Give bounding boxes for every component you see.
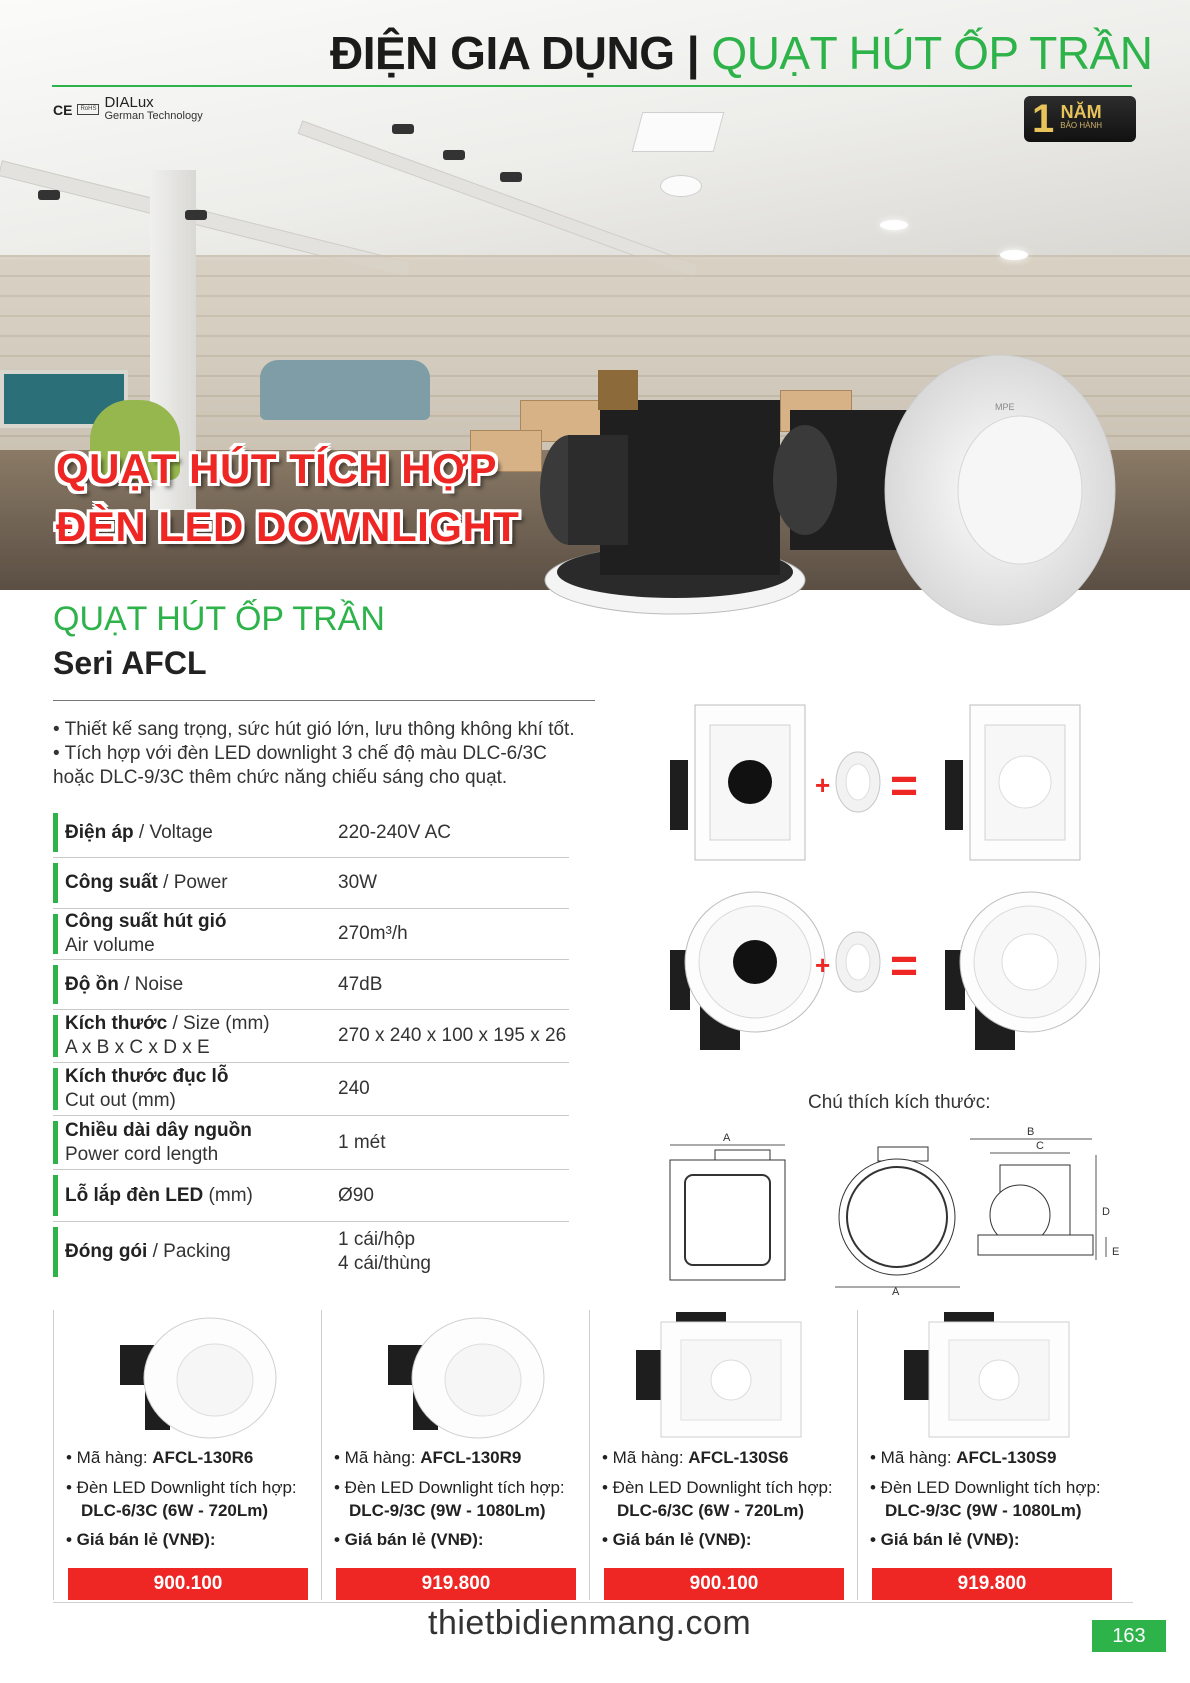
header-separator: |: [686, 27, 700, 79]
spec-label-vi: Độ ồn: [65, 973, 119, 995]
spec-label-vi: Kích thước đục lỗ: [65, 1066, 229, 1087]
spec-value: 240: [338, 1078, 370, 1099]
fan-duct: [636, 1350, 661, 1400]
description-line: • Thiết kế sang trọng, sức hút gió lớn, lưu thông không khí tốt.: [53, 719, 575, 740]
dialux-name: DIALux: [104, 94, 154, 111]
spec-label-vi: Công suất hút gió: [65, 911, 227, 932]
product-card: [53, 1310, 322, 1600]
product-led-label: • Đèn LED Downlight tích hợp:: [870, 1478, 1101, 1497]
fan-motor: [598, 370, 638, 410]
spec-label-en: / Packing: [147, 1241, 231, 1262]
product-led-spec: DLC-9/3C (9W - 1080Lm): [885, 1501, 1082, 1520]
product-image-square: [626, 1310, 826, 1440]
warranty-text: [1060, 102, 1103, 133]
spec-row: [53, 1010, 569, 1063]
square-fan-combo-diagram: [660, 700, 1100, 880]
product-price: 900.100: [68, 1568, 308, 1600]
plus-icon: +: [815, 950, 831, 980]
spec-table: [53, 808, 569, 1282]
spec-label-vi: Lỗ lắp đèn LED: [65, 1184, 204, 1206]
spec-row-accent: [53, 863, 58, 903]
installed-led: [1002, 934, 1058, 990]
ce-mark-icon: CE: [53, 101, 73, 118]
product-image-square: [894, 1310, 1094, 1440]
spec-row: [53, 1063, 569, 1116]
warranty-sub: BẢO HÀNH: [1060, 121, 1103, 130]
spec-label-vi: Chiều dài dây nguồn: [65, 1119, 252, 1141]
spec-row-accent: [53, 1227, 58, 1277]
spec-label: [53, 1119, 338, 1167]
dim-label-e: E: [1112, 1246, 1120, 1258]
dialux-tagline: German Technology: [104, 110, 203, 122]
product-price: 900.100: [604, 1568, 844, 1600]
footer-website: thietbidienmang.com: [428, 1604, 752, 1642]
fan-product-render: [540, 340, 1160, 670]
track-spot-icon: [392, 124, 414, 134]
spec-label: [53, 973, 338, 997]
spec-row-accent: [53, 914, 58, 954]
spec-label-en: / Size (mm): [167, 1013, 270, 1034]
spec-label: [53, 1184, 338, 1208]
spec-label-en: (mm): [203, 1184, 253, 1206]
product-code-label: • Mã hàng:: [602, 1448, 689, 1467]
brand-mark: MPE: [995, 402, 1015, 412]
track-spot-icon: [38, 190, 60, 200]
header-divider: [52, 85, 1132, 87]
spec-label-en: Air volume: [65, 935, 155, 956]
product-image-round: [358, 1310, 558, 1440]
spec-row-accent: [53, 1175, 58, 1216]
dim-square-inner: [685, 1175, 770, 1265]
spec-label: [53, 821, 338, 845]
spec-row: [53, 909, 569, 960]
promo-headline: [56, 440, 519, 556]
spec-label-en: Cut out (mm): [65, 1090, 176, 1111]
warranty-unit: NĂM: [1060, 102, 1102, 122]
spec-row: [53, 1222, 569, 1282]
promo-line-2: ĐÈN LED DOWNLIGHT: [56, 503, 520, 550]
spec-label-en: / Voltage: [133, 821, 213, 843]
fan-led-lens: [958, 416, 1082, 564]
product-led-spec: DLC-6/3C (6W - 720Lm): [617, 1501, 805, 1520]
title-divider: [53, 700, 595, 701]
product-code: AFCL-130S6: [688, 1448, 789, 1467]
header-section: QUẠT HÚT ỐP TRẦN: [711, 27, 1153, 79]
track-spot-icon: [500, 172, 522, 182]
spec-label: [53, 871, 338, 895]
spec-label-en: / Power: [157, 872, 228, 893]
spec-row-accent: [53, 1015, 58, 1057]
led-downlight-lens: [846, 764, 870, 800]
product-category-title: QUẠT HÚT ỐP TRẦN: [53, 600, 385, 638]
downlight-icon: [880, 220, 908, 230]
spec-label-vi: Kích thước: [65, 1013, 168, 1034]
spec-row-accent: [53, 1121, 58, 1164]
led-hole: [728, 760, 772, 804]
fan-duct: [670, 760, 688, 830]
spec-label-vi: Điện áp: [65, 821, 134, 843]
spec-label-en: Power cord length: [65, 1143, 219, 1165]
product-led-label: • Đèn LED Downlight tích hợp:: [334, 1478, 565, 1497]
spec-value: Ø90: [338, 1184, 374, 1206]
certifications: [53, 94, 203, 122]
spec-row: [53, 1170, 569, 1222]
spec-row: [53, 858, 569, 909]
header-title: [330, 26, 1152, 80]
spec-row-accent: [53, 813, 58, 852]
product-code-line: [334, 1448, 521, 1468]
description-line: • Tích hợp với đèn LED downlight 3 chế độ màu DLC-6/3C: [53, 743, 547, 764]
fan-duct: [945, 760, 963, 830]
dim-label-c: C: [1036, 1140, 1044, 1152]
plus-icon: +: [815, 770, 831, 800]
product-code-label: • Mã hàng:: [870, 1448, 957, 1467]
spec-value: 47dB: [338, 973, 383, 995]
product-code: AFCL-130R6: [152, 1448, 254, 1467]
cards-divider: [53, 1602, 1133, 1603]
product-code: AFCL-130S9: [956, 1448, 1057, 1467]
downlight-icon: [1000, 250, 1028, 260]
spec-label: [53, 1065, 338, 1113]
led-downlight-lens: [846, 944, 870, 980]
ceiling-fan-square: [632, 112, 725, 152]
spec-label-en: A x B x C x D x E: [65, 1037, 210, 1058]
dialux-logo: [104, 94, 203, 122]
dim-label-a: A: [723, 1132, 731, 1144]
dim-label-d: D: [1102, 1206, 1110, 1218]
product-card: [589, 1310, 858, 1600]
spec-row-accent: [53, 965, 58, 1004]
equals-icon: =: [890, 760, 919, 813]
dim-square-top: [715, 1150, 770, 1160]
spec-row-accent: [53, 1068, 58, 1110]
product-code-label: • Mã hàng:: [334, 1448, 421, 1467]
description-line: hoặc DLC-9/3C thêm chức năng chiếu sáng cho quạt.: [53, 767, 508, 788]
promo-line-1: QUẠT HÚT TÍCH HỢP: [56, 445, 497, 492]
product-description: [53, 718, 613, 790]
equals-icon: =: [890, 940, 919, 993]
ceiling-fan-round: [660, 175, 702, 197]
spec-label-vi: Công suất: [65, 872, 158, 893]
spec-value: 1 mét: [338, 1131, 386, 1153]
spec-label-en: / Noise: [118, 973, 184, 995]
led-lens: [979, 1360, 1019, 1400]
product-price: 919.800: [872, 1568, 1112, 1600]
fan-duct: [904, 1350, 929, 1400]
spec-row: [53, 808, 569, 858]
product-price: 919.800: [336, 1568, 576, 1600]
product-code-line: [66, 1448, 253, 1468]
dim-round-inner: [847, 1167, 947, 1267]
product-image-round: [90, 1310, 290, 1440]
product-card: [321, 1310, 590, 1600]
spec-label: [53, 1240, 338, 1264]
product-led-spec: DLC-6/3C (6W - 720Lm): [81, 1501, 269, 1520]
product-code-line: [870, 1448, 1056, 1468]
rohs-mark-icon: RoHS: [77, 104, 99, 115]
fan-duct: [568, 435, 628, 545]
dim-label-b: B: [1027, 1126, 1035, 1138]
round-fan-combo-diagram: [660, 880, 1100, 1060]
warranty-badge: [1024, 96, 1136, 142]
spec-value-line: 1 cái/hộp: [338, 1229, 416, 1250]
dimension-note: Chú thích kích thước:: [808, 1092, 991, 1113]
led-lens: [711, 1360, 751, 1400]
dim-label-a: A: [892, 1286, 900, 1295]
led-hole: [733, 940, 777, 984]
product-code-line: [602, 1448, 788, 1468]
spec-label: [53, 910, 338, 958]
spec-value-line: 4 cái/thùng: [338, 1253, 431, 1274]
spec-row: [53, 960, 569, 1010]
product-price-label: • Giá bán lẻ (VNĐ):: [334, 1530, 484, 1549]
page-number: 163: [1092, 1620, 1166, 1652]
track-spot-icon: [185, 210, 207, 220]
product-price-label: • Giá bán lẻ (VNĐ):: [870, 1530, 1020, 1549]
product-series-title: Seri AFCL: [53, 645, 207, 681]
spec-value: 270m³/h: [338, 923, 408, 944]
product-price-label: • Giá bán lẻ (VNĐ):: [66, 1530, 216, 1549]
product-led-label: • Đèn LED Downlight tích hợp:: [66, 1478, 297, 1497]
product-code: AFCL-130R9: [420, 1448, 522, 1467]
spec-value: 30W: [338, 872, 378, 893]
warranty-years: 1: [1032, 97, 1055, 141]
product-led-spec: DLC-9/3C (9W - 1080Lm): [349, 1501, 546, 1520]
product-code-label: • Mã hàng:: [66, 1448, 153, 1467]
spec-value: 220-240V AC: [338, 821, 452, 843]
spec-row: [53, 1116, 569, 1170]
installed-led: [999, 756, 1051, 808]
dimension-diagrams: [660, 1125, 1140, 1295]
fan-duct-outlet: [773, 425, 837, 535]
track-spot-icon: [443, 150, 465, 160]
dim-side-rim: [978, 1235, 1093, 1255]
product-price-label: • Giá bán lẻ (VNĐ):: [602, 1530, 752, 1549]
spec-value: 270 x 240 x 100 x 195 x 26: [338, 1025, 567, 1046]
spec-label: [53, 1012, 338, 1060]
header-category: ĐIỆN GIA DỤNG: [330, 27, 675, 79]
product-card: [857, 1310, 1126, 1600]
spec-value: [338, 1228, 569, 1276]
led-lens: [177, 1344, 253, 1416]
spec-label-vi: Đóng gói: [65, 1241, 148, 1262]
hero-sofa: [260, 360, 430, 420]
product-led-label: • Đèn LED Downlight tích hợp:: [602, 1478, 833, 1497]
led-lens: [445, 1344, 521, 1416]
